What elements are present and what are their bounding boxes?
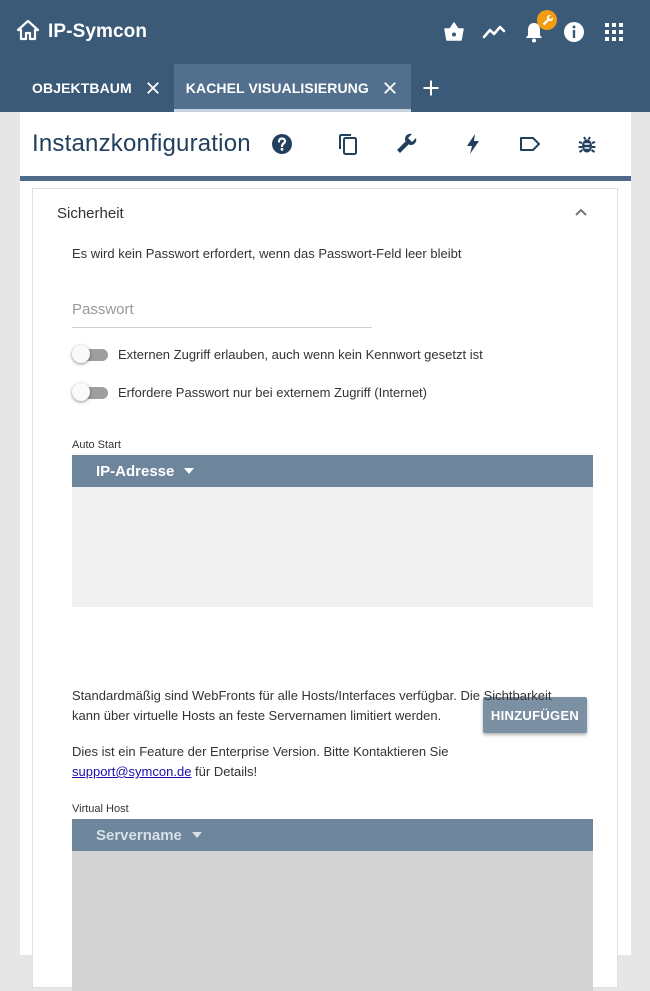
virtual-host-list — [72, 851, 593, 991]
wrench-icon[interactable] — [394, 132, 418, 156]
autostart-list[interactable] — [72, 487, 593, 607]
switch-label: Erfordere Passwort nur bei externem Zugriff (Internet) — [118, 384, 427, 400]
virtual-host-list-header — [72, 819, 593, 851]
support-email-link[interactable]: support@symcon.de — [72, 764, 192, 779]
caret-down-icon — [184, 468, 194, 474]
caret-down-icon — [192, 832, 202, 838]
bolt-icon[interactable] — [461, 132, 485, 156]
password-input[interactable] — [72, 301, 372, 318]
enterprise-info-suffix: für Details! — [191, 764, 258, 779]
column-header-servername[interactable] — [96, 827, 202, 844]
password-info-text: Es wird kein Passwort erfordert, wenn das Passwort-Feld leer bleibt — [72, 246, 462, 261]
switch-label: Externen Zugriff erlauben, auch wenn kein Kennwort gesetzt ist — [118, 346, 483, 362]
tab-bar — [20, 64, 451, 112]
vhost-info-line-2: kann über virtuelle Hosts an feste Servernamen limitiert werden. — [72, 708, 442, 723]
column-label: IP-Adresse — [96, 462, 175, 480]
password-field[interactable] — [72, 301, 372, 328]
notification-badge — [537, 10, 557, 30]
tab-label: KACHEL VISUALISIERUNG — [185, 80, 369, 96]
tab-objektbaum[interactable] — [20, 64, 174, 112]
enterprise-info-line-2 — [72, 762, 257, 782]
brand[interactable] — [16, 20, 147, 44]
security-section — [32, 188, 618, 988]
wrench-icon — [541, 14, 554, 27]
plus-icon — [421, 78, 441, 98]
page-title: Instanzkonfiguration — [32, 130, 251, 157]
tab-kachel-visualisierung[interactable] — [174, 64, 411, 112]
chevron-up-icon[interactable] — [569, 201, 593, 225]
label-icon[interactable] — [518, 132, 542, 156]
apps-grid-icon[interactable] — [602, 20, 626, 44]
external-access-toggle[interactable] — [72, 344, 108, 364]
switch-row-external-access[interactable] — [72, 344, 483, 364]
column-label: Servername — [96, 826, 182, 844]
panel-header — [20, 112, 631, 181]
copy-icon[interactable] — [336, 132, 360, 156]
virtual-host-label: Virtual Host — [72, 803, 129, 815]
bell-icon[interactable] — [522, 20, 546, 44]
app-name: IP-Symcon — [48, 21, 148, 42]
password-external-toggle[interactable] — [72, 382, 108, 402]
close-icon[interactable] — [144, 79, 162, 97]
add-tab-button[interactable] — [411, 64, 451, 112]
section-title[interactable]: Sicherheit — [57, 205, 124, 222]
tab-label: OBJEKTBAUM — [32, 80, 132, 96]
basket-icon[interactable] — [442, 20, 466, 44]
home-icon — [16, 18, 40, 47]
bug-icon[interactable] — [575, 132, 599, 156]
info-icon[interactable] — [562, 20, 586, 44]
top-bar — [0, 0, 650, 112]
enterprise-info-line-1: Dies ist ein Feature der Enterprise Version. Bitte Kontaktieren Sie — [72, 744, 449, 759]
column-header-ip-address[interactable] — [96, 463, 194, 480]
autostart-list-header — [72, 455, 593, 487]
trend-icon[interactable] — [482, 20, 506, 44]
instance-config-panel — [20, 112, 631, 955]
switch-row-password-external[interactable] — [72, 382, 427, 402]
help-icon[interactable] — [270, 132, 294, 156]
close-icon[interactable] — [381, 79, 399, 97]
autostart-label: Auto Start — [72, 439, 121, 451]
vhost-info-line-1: Standardmäßig sind WebFronts für alle Hosts/Interfaces verfügbar. Die Sichtbarkeit — [72, 688, 552, 703]
add-button[interactable]: HINZUFÜGEN — [483, 697, 587, 733]
